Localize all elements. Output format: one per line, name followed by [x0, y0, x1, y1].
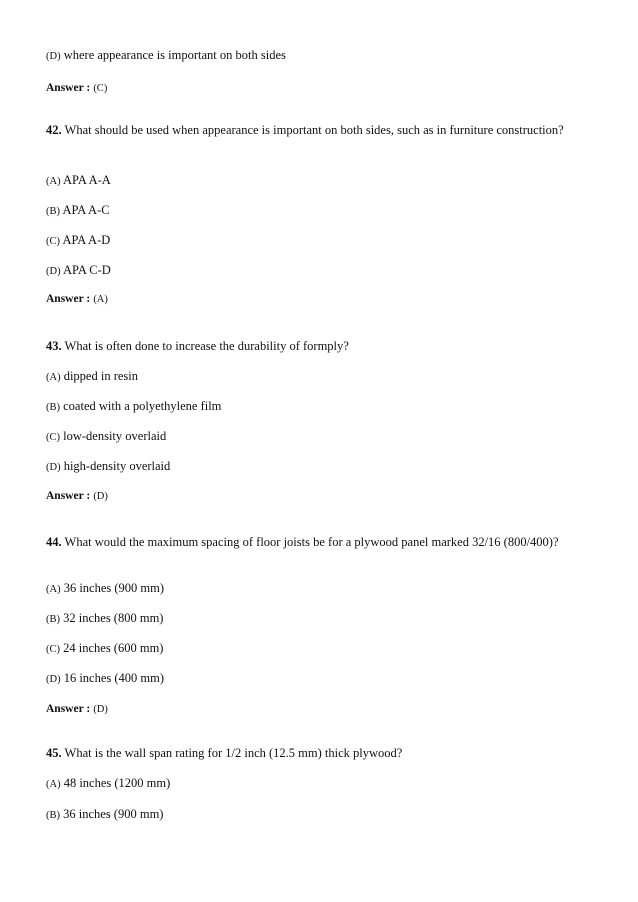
answer-label: Answer :	[46, 82, 91, 94]
option-text: 16 inches (400 mm)	[63, 671, 165, 685]
answer-value: (C)	[93, 83, 108, 94]
option-text: 32 inches (800 mm)	[63, 611, 164, 625]
answer-line	[46, 699, 594, 719]
option-c	[46, 231, 594, 251]
question-45	[46, 744, 594, 762]
answer-line	[46, 78, 594, 98]
option-letter: (B)	[46, 402, 60, 413]
option-letter: (C)	[46, 432, 60, 443]
question-42	[46, 121, 594, 139]
option-letter: (D)	[46, 266, 61, 277]
answer-value: (A)	[93, 294, 108, 305]
answer-label: Answer :	[46, 490, 91, 502]
option-text: APA A-D	[62, 233, 111, 247]
option-text: APA A-C	[62, 203, 110, 217]
question-text: What should be used when appearance is important on both sides, such as in furniture construction?	[64, 123, 564, 137]
option-letter: (A)	[46, 372, 61, 383]
question-text: What would the maximum spacing of floor joists be for a plywood panel marked 32/16 (800/400)?	[64, 535, 559, 549]
option-text: 24 inches (600 mm)	[63, 641, 164, 655]
option-letter: (B)	[46, 614, 60, 625]
option-letter: (B)	[46, 206, 60, 217]
option-text: 36 inches (900 mm)	[63, 807, 164, 821]
answer-label: Answer :	[46, 293, 91, 305]
option-c	[46, 427, 594, 447]
option-letter: (A)	[46, 779, 61, 790]
option-letter: (D)	[46, 462, 61, 473]
option-letter: (D)	[46, 674, 61, 685]
option-letter: (C)	[46, 644, 60, 655]
option-letter: (A)	[46, 176, 61, 187]
question-number: 45.	[46, 746, 62, 760]
option-text: high-density overlaid	[63, 459, 171, 473]
option-text: low-density overlaid	[63, 429, 167, 443]
option-text: APA A-A	[63, 173, 111, 187]
option-d	[46, 669, 594, 689]
option-a	[46, 579, 594, 599]
answer-value: (D)	[93, 704, 108, 715]
option-text: 36 inches (900 mm)	[63, 581, 165, 595]
option-text: dipped in resin	[63, 369, 138, 383]
option-d	[46, 46, 594, 66]
question-44	[46, 533, 594, 551]
question-number: 43.	[46, 339, 62, 353]
option-text: coated with a polyethylene film	[63, 399, 222, 413]
option-a	[46, 774, 594, 794]
option-letter: (A)	[46, 584, 61, 595]
option-b	[46, 805, 594, 825]
answer-line	[46, 486, 594, 506]
question-text: What is the wall span rating for 1/2 inch (12.5 mm) thick plywood?	[64, 746, 403, 760]
option-letter: (D)	[46, 51, 61, 62]
option-d	[46, 457, 594, 477]
option-d	[46, 261, 594, 281]
answer-value: (D)	[93, 491, 108, 502]
option-letter: (C)	[46, 236, 60, 247]
option-a	[46, 171, 594, 191]
option-text: 48 inches (1200 mm)	[63, 776, 171, 790]
question-number: 42.	[46, 123, 62, 137]
option-b	[46, 397, 594, 417]
option-text: where appearance is important on both sides	[63, 48, 286, 62]
answer-line	[46, 289, 594, 309]
option-c	[46, 639, 594, 659]
question-text: What is often done to increase the durability of formply?	[64, 339, 349, 353]
option-b	[46, 201, 594, 221]
option-a	[46, 367, 594, 387]
option-b	[46, 609, 594, 629]
answer-label: Answer :	[46, 703, 91, 715]
option-text: APA C-D	[63, 263, 111, 277]
question-number: 44.	[46, 535, 62, 549]
option-letter: (B)	[46, 810, 60, 821]
question-43	[46, 337, 594, 355]
